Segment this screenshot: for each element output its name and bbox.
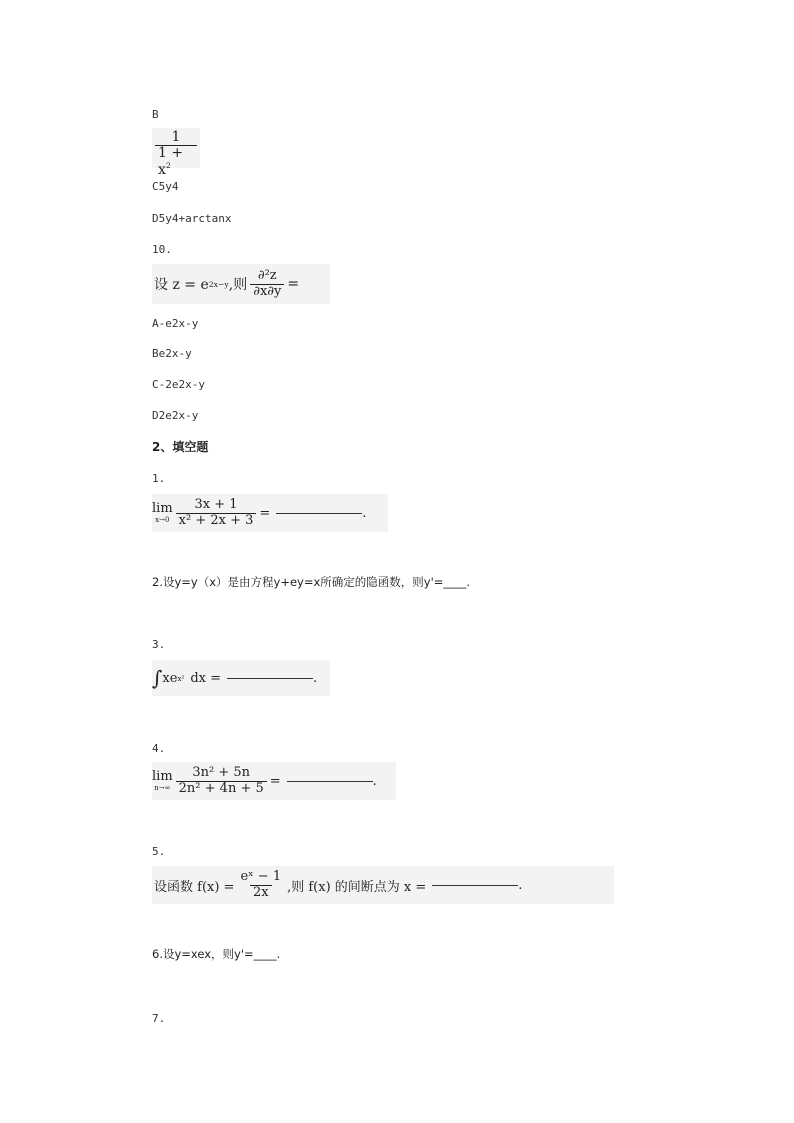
answer-blank bbox=[227, 678, 313, 679]
fill-q4-number: 4. bbox=[152, 742, 166, 755]
option-b-label: B bbox=[152, 108, 159, 121]
fill-q5-number: 5. bbox=[152, 845, 166, 858]
fill-q6-text: 6.设y=xex，则y'=____. bbox=[152, 947, 281, 961]
fill-q3-number: 3. bbox=[152, 638, 166, 651]
question-10-formula: 设 z = e 2x−y ,则 $\frac{\text{∂²z}}{\partial x\partial y}$ = bbox=[152, 264, 330, 304]
answer-blank bbox=[276, 513, 362, 514]
option-d: D5y4+arctanx bbox=[152, 212, 232, 225]
fill-q4-formula: lim n→∞ $\frac{\text{3n² + 5n}}{\text{2n² + 4n + 5}}$ = . bbox=[152, 762, 396, 800]
option-b-formula bbox=[152, 128, 200, 178]
q10-option-d: D2e2x-y bbox=[152, 409, 199, 422]
fill-q2-text: 2.设y=y（x）是由方程y+ey=x所确定的隐函数，则y'=____. bbox=[152, 575, 471, 589]
q10-option-c: C-2e2x-y bbox=[152, 378, 205, 391]
section-title: 2、填空题 bbox=[152, 440, 209, 454]
fill-q1-number: 1. bbox=[152, 472, 166, 485]
fraction-denominator: $1 + x^2$ bbox=[155, 145, 197, 178]
q10-option-b: Be2x-y bbox=[152, 347, 192, 360]
answer-blank bbox=[287, 781, 373, 782]
answer-blank bbox=[432, 885, 518, 886]
fraction-numerator: 1 bbox=[171, 129, 181, 145]
q10-option-a: A-e2x-y bbox=[152, 317, 199, 330]
fill-q3-formula: ∫ xe x² dx = . bbox=[152, 660, 330, 696]
option-c: C5y4 bbox=[152, 180, 179, 193]
fill-q1-formula: lim x→0 $\frac{3x + 1}{\text{x² + 2x + 3}}$ = . bbox=[152, 494, 388, 532]
question-10-number: 10. bbox=[152, 243, 172, 256]
fill-q7-number: 7. bbox=[152, 1012, 166, 1025]
fill-q5-formula: 设函数 f(x) = $\frac{\text{eˣ − 1}}{2x}$ ,则 f(x) 的间断点为 x = . bbox=[152, 866, 614, 904]
